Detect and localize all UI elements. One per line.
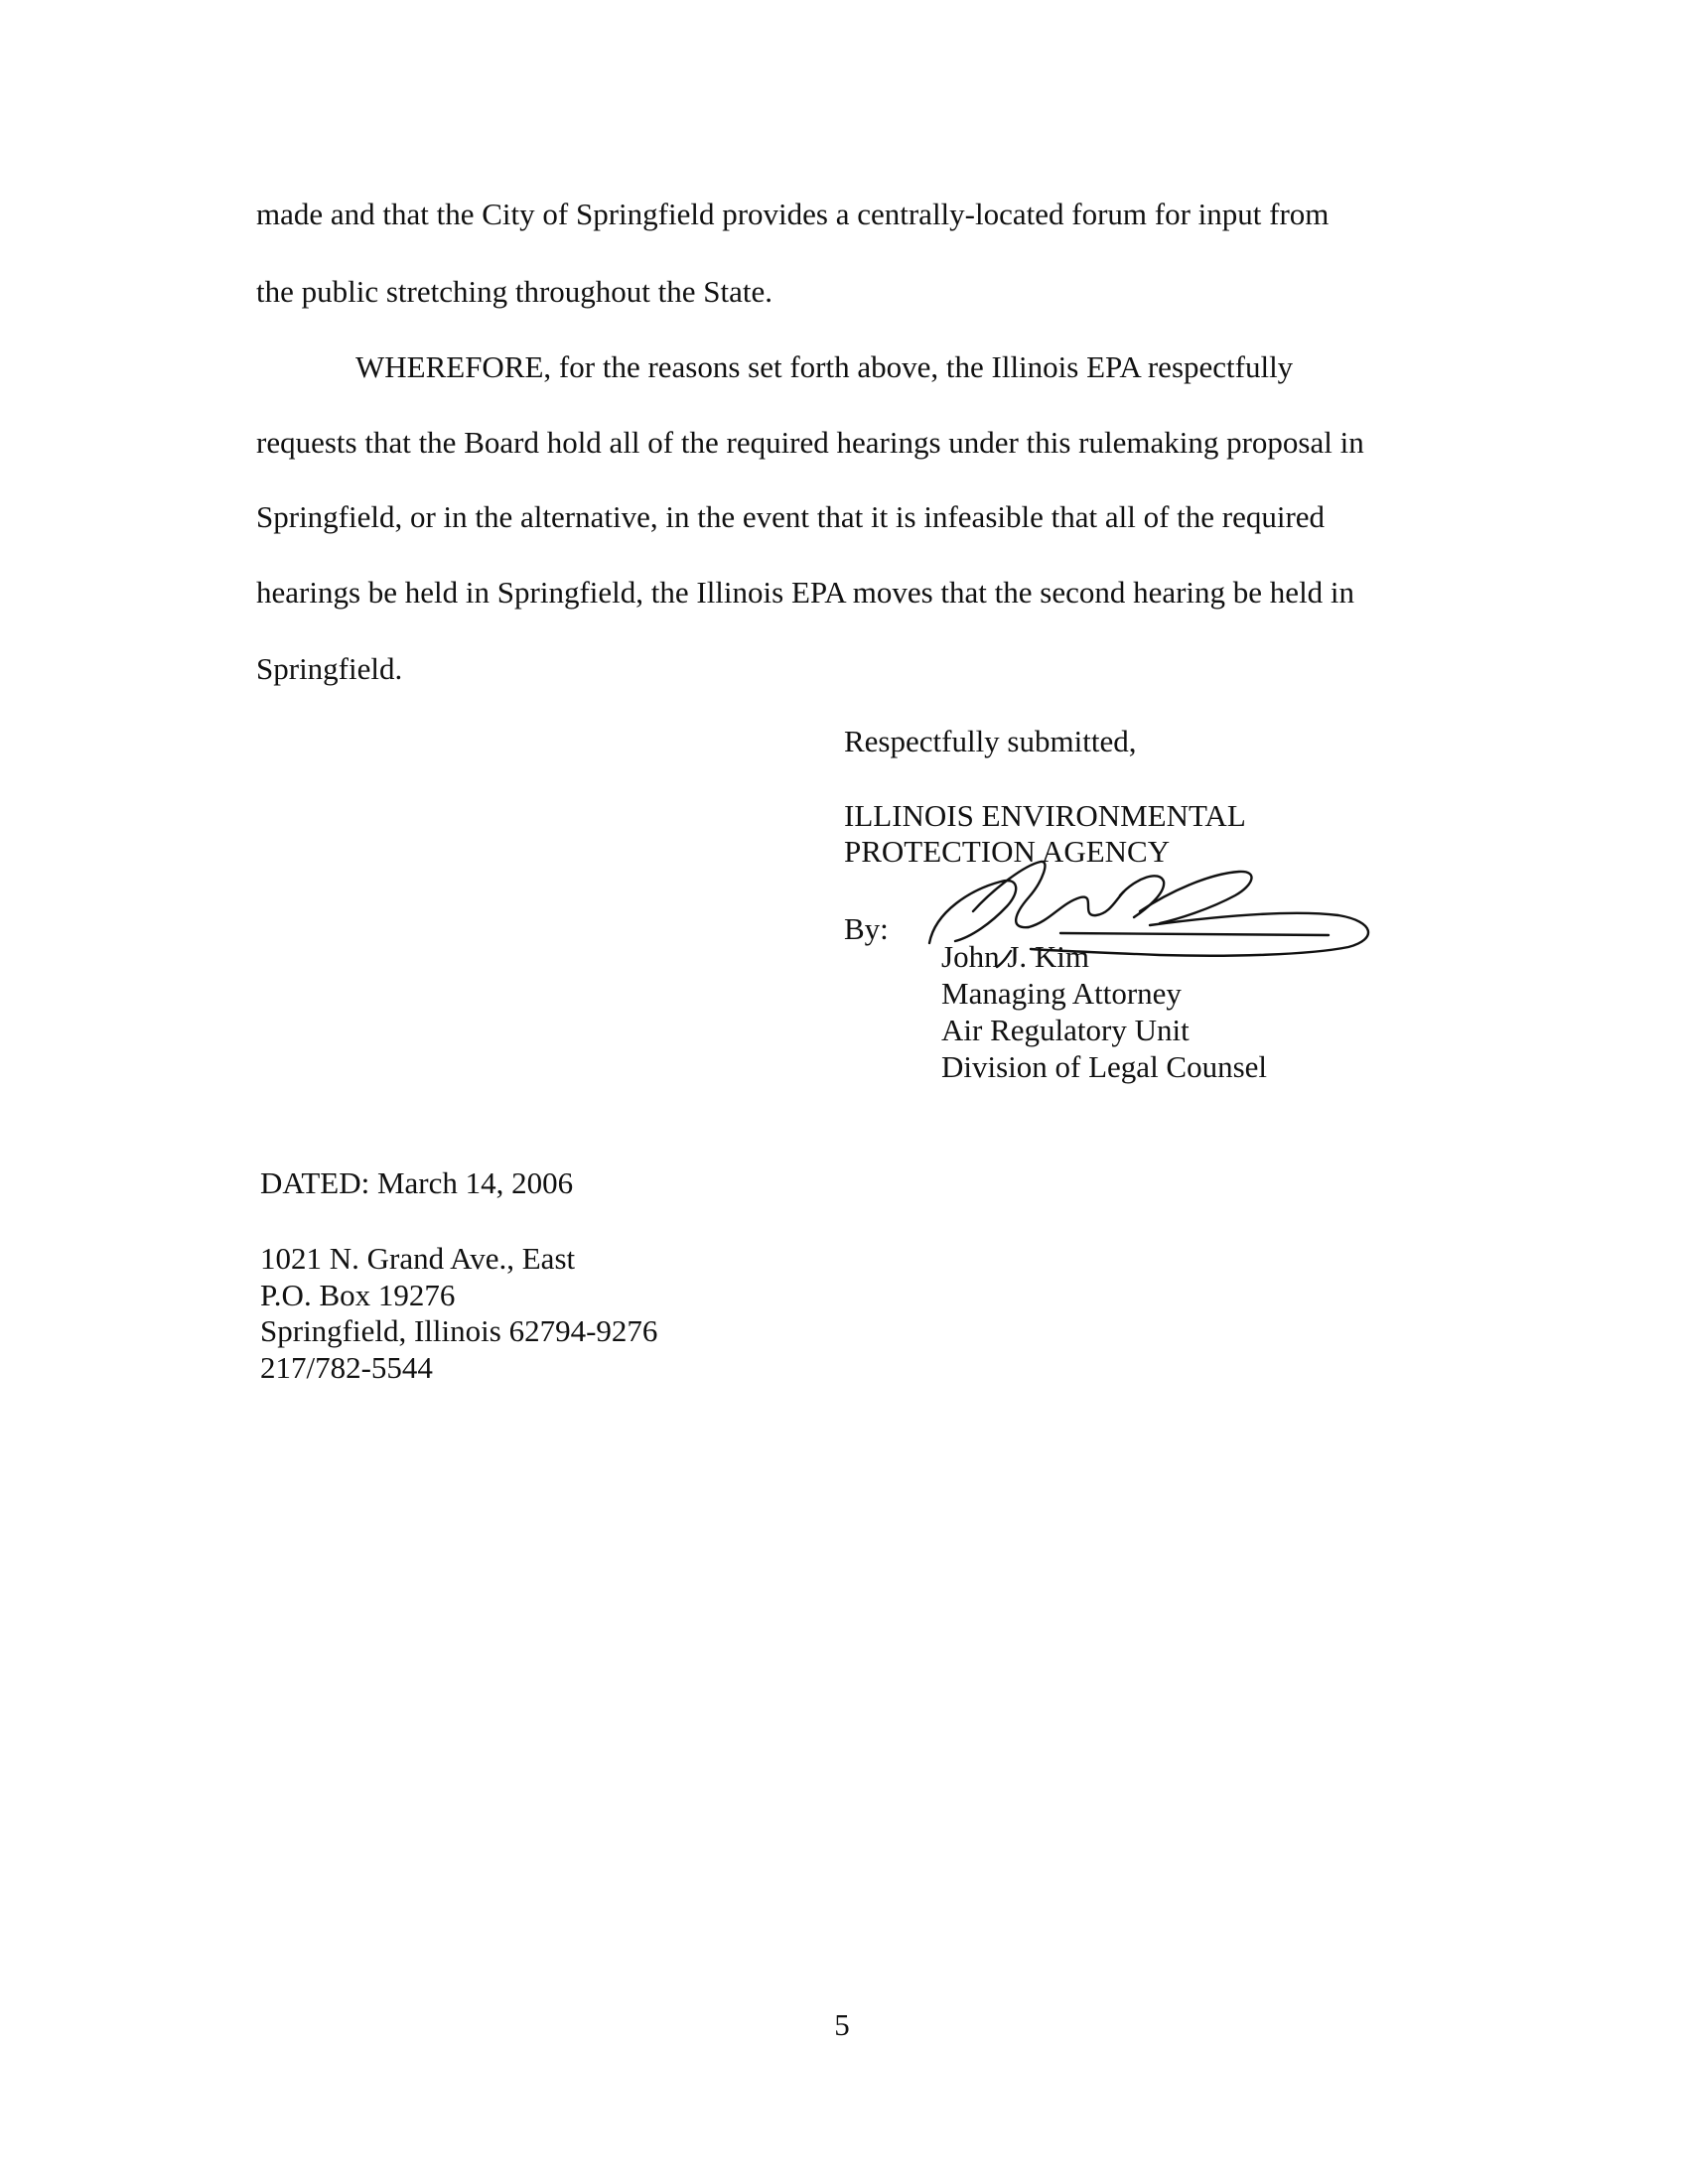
address-po-box: P.O. Box 19276 bbox=[260, 1278, 456, 1312]
body-line-2: the public stretching throughout the State. bbox=[256, 274, 773, 309]
body-line-1: made and that the City of Springfield provides a centrally-located forum for input from bbox=[256, 197, 1330, 231]
address-phone: 217/782-5544 bbox=[260, 1350, 433, 1385]
agency-line-1: ILLINOIS ENVIRONMENTAL bbox=[844, 798, 1246, 833]
body-line-3: WHEREFORE, for the reasons set forth above, the Illinois EPA respectfully bbox=[355, 349, 1294, 384]
signer-title: Managing Attorney bbox=[941, 976, 1182, 1011]
body-line-6: hearings be held in Springfield, the Illinois EPA moves that the second hearing be held in bbox=[256, 575, 1355, 610]
page-number: 5 bbox=[834, 2007, 850, 2042]
signer-name: John J. Kim bbox=[941, 939, 1089, 974]
address-street: 1021 N. Grand Ave., East bbox=[260, 1241, 576, 1276]
body-line-5: Springfield, or in the alternative, in the event that it is infeasible that all of the required bbox=[256, 499, 1326, 534]
body-line-4: requests that the Board hold all of the required hearings under this rulemaking proposal in bbox=[256, 425, 1364, 460]
signer-unit: Air Regulatory Unit bbox=[941, 1013, 1190, 1047]
by-label: By: bbox=[844, 911, 889, 946]
closing: Respectfully submitted, bbox=[844, 724, 1137, 758]
agency-line-2: PROTECTION AGENCY bbox=[844, 834, 1171, 869]
address-city-state-zip: Springfield, Illinois 62794-9276 bbox=[260, 1313, 658, 1348]
dated-line: DATED: March 14, 2006 bbox=[260, 1165, 574, 1200]
body-line-7: Springfield. bbox=[256, 651, 403, 686]
signer-division: Division of Legal Counsel bbox=[941, 1049, 1268, 1084]
